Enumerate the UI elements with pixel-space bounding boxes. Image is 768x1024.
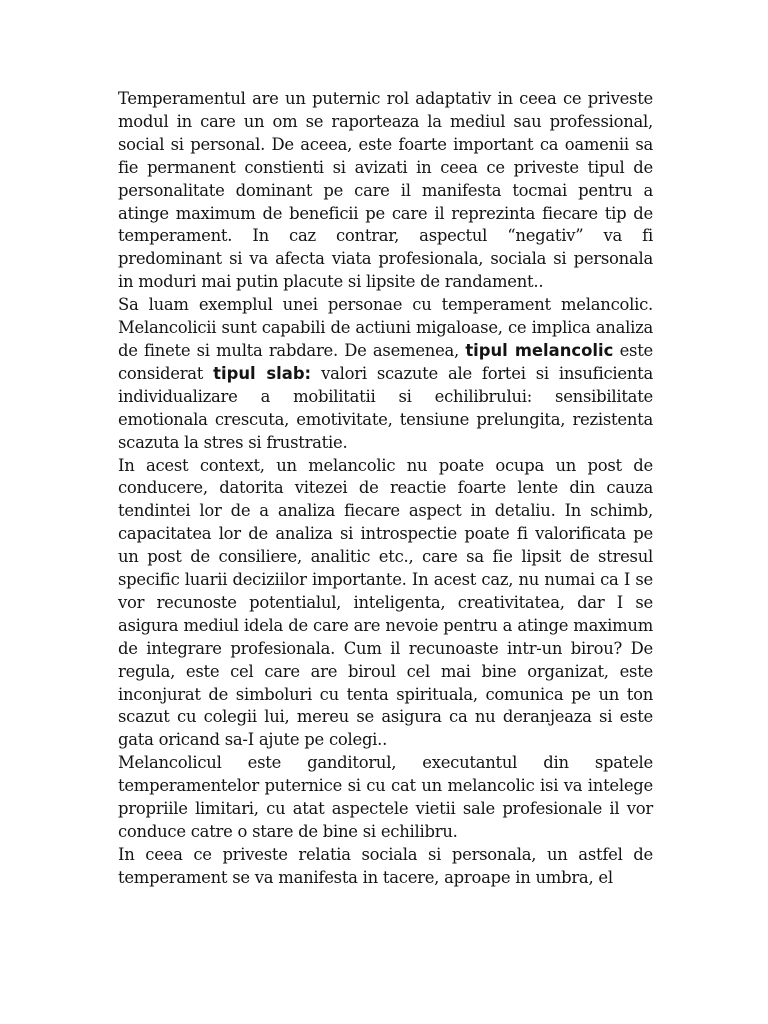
paragraph-text: valori scazute ale fortei si insuficienta individualizare a mobilitatii si echilibrului: sensibilitate emotionala crescuta, emotivitate, tensiune prelungita, rezistenta scazuta la stres si frustratie. — [118, 363, 653, 452]
paragraph-social-relation: In ceea ce priveste relatia sociala si personala, un astfel de temperament se va manifesta in tacere, aproape in umbra, el — [118, 844, 653, 887]
paragraph-work-context: In acest context, un melancolic nu poate ocupa un post de conducere, datorita vitezei de reactie foarte lente din cauza tendintei lor de a analiza fiecare aspect in detaliu. In schimb, capacitatea lor de analiza si introspectie poate fi valorificata pe un post de consiliere, analitic etc., care sa fie lipsit de stresul specific luarii deciziilor importante. In acest caz, nu numai ca I se vor recunoste potentialul, inteligenta, creativitatea, dar I se asigura mediul idela de care are nevoie pentru a atinge maximum de integrare profesionala. Cum il recunoaste intr-un birou? De regula, este cel care are biroul cel mai bine organizat, este inconjurat de simboluri cu tenta spirituala, comunica pe un ton scazut cu colegii lui, mereu se asigura ca nu deranjeaza si este gata oricand sa-I ajute pe colegi.. — [118, 455, 653, 750]
bold-term-weak-type: tipul slab: — [213, 363, 312, 383]
paragraph-adaptive-role: Temperamentul are un puternic rol adaptativ in ceea ce priveste modul in care un om se raporteaza la mediul sau professional, social si personal. De aceea, este foarte important ca oamenii sa fie permanent constienti si avizati in ceea ce priveste tipul de personalitate dominant pe care il manifesta tocmai pentru a atinge maximum de beneficii pe care il reprezinta fiecare tip de temperament. In caz contrar, aspectul “negativ” va fi predominant si va afecta viata profesionala, sociala si personala in moduri mai putin placute si lipsite de randament.. — [118, 89, 653, 292]
bold-term-melancholic-type: tipul melancolic — [465, 340, 614, 360]
document-page — [118, 88, 653, 890]
paragraph-thinker: Melancolicul este ganditorul, executantul din spatele temperamentelor puternice si cu cat un melancolic isi va intelege propriile limitari, cu atat aspectele vietii sale profesionale il vor conduce catre o stare de bine si echilibru. — [118, 753, 653, 841]
paragraph-text: Sa luam exemplul unei personae cu temperament melancolic. Melancolicii sunt capabili de actiuni migaloase, ce implica analiza de finete si multa rabdare. De asemenea, — [118, 295, 653, 360]
paragraph-text: este considerat — [118, 340, 654, 383]
paragraph-melancholic-example — [118, 294, 653, 454]
